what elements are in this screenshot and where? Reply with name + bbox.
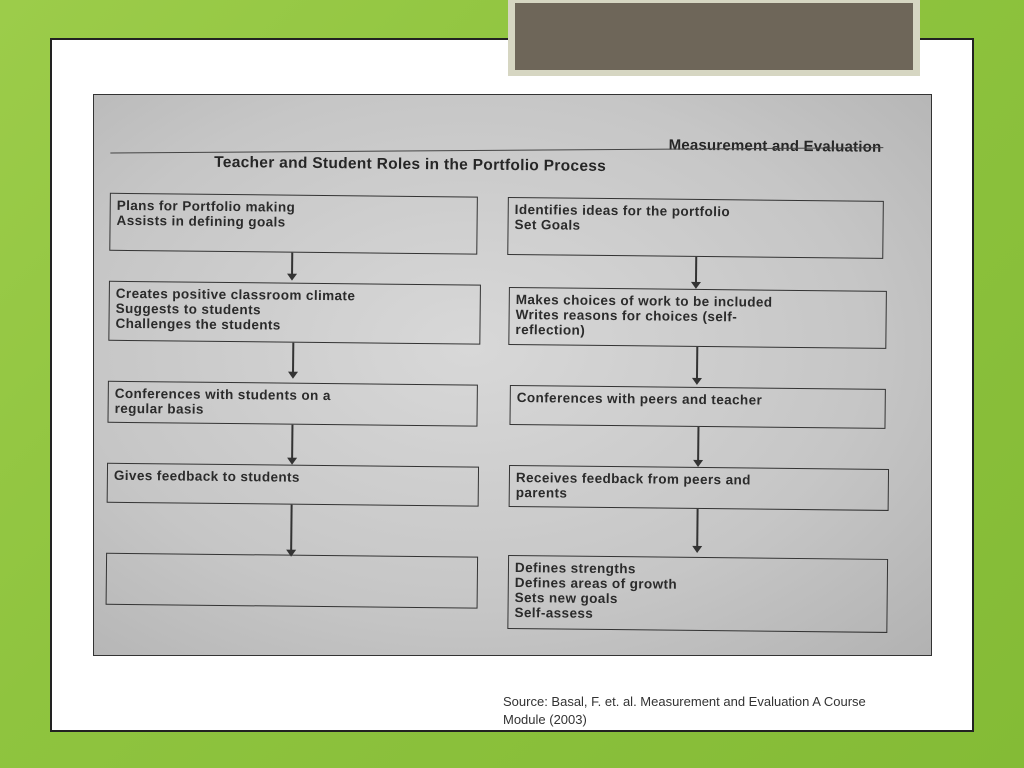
teacher-box xyxy=(109,193,478,255)
teacher-line: Plans for Portfolio making xyxy=(116,197,296,215)
down-arrow-icon xyxy=(291,425,293,459)
scanned-page-photo xyxy=(93,94,932,656)
teacher-box xyxy=(108,281,481,345)
teacher-line: Creates positive classroom climate xyxy=(115,285,356,304)
teacher-box xyxy=(107,381,477,427)
student-box xyxy=(509,465,889,511)
source-line: Source: Basal, F. et. al. Measurement and Evaluation A Course xyxy=(503,694,866,709)
title-placeholder xyxy=(508,0,920,76)
down-arrow-icon xyxy=(695,257,697,283)
source-line: Module (2003) xyxy=(503,712,587,727)
down-arrow-icon xyxy=(697,427,699,461)
running-header: Measurement and Evaluation xyxy=(668,136,882,156)
down-arrow-icon xyxy=(696,347,698,379)
student-box xyxy=(509,385,885,429)
teacher-line: regular basis xyxy=(114,400,204,417)
student-box xyxy=(508,287,887,349)
down-arrow-icon xyxy=(291,253,293,275)
source-citation xyxy=(503,693,963,729)
down-arrow-icon xyxy=(696,509,698,547)
student-line: Defines strengths xyxy=(514,560,636,577)
student-line: Defines areas of growth xyxy=(514,575,678,592)
down-arrow-icon xyxy=(292,343,294,373)
teacher-line: Gives feedback to students xyxy=(113,467,300,485)
student-line: Identifies ideas for the portfolio xyxy=(514,202,731,220)
page-title: Teacher and Student Roles in the Portfolio Process xyxy=(214,153,607,175)
student-box xyxy=(507,555,888,633)
teacher-box-empty xyxy=(106,553,479,609)
teacher-box xyxy=(107,463,479,507)
student-line: reflection) xyxy=(515,322,586,338)
student-line: Set Goals xyxy=(514,217,581,233)
down-arrow-icon xyxy=(290,505,292,551)
student-line: Sets new goals xyxy=(514,590,618,607)
student-box xyxy=(507,197,884,259)
title-placeholder-fill xyxy=(515,3,913,70)
teacher-line: Conferences with students on a xyxy=(114,385,331,404)
teacher-line: Suggests to students xyxy=(115,300,262,318)
scanned-page xyxy=(93,94,932,656)
teacher-line: Challenges the students xyxy=(115,315,281,333)
student-line: Self-assess xyxy=(514,605,594,621)
student-line: Makes choices of work to be included xyxy=(515,292,773,310)
student-line: parents xyxy=(515,485,568,501)
student-line: Conferences with peers and teacher xyxy=(516,390,763,408)
teacher-line: Assists in defining goals xyxy=(116,212,286,230)
student-line: Writes reasons for choices (self- xyxy=(515,307,738,325)
student-line: Receives feedback from peers and xyxy=(515,470,751,488)
